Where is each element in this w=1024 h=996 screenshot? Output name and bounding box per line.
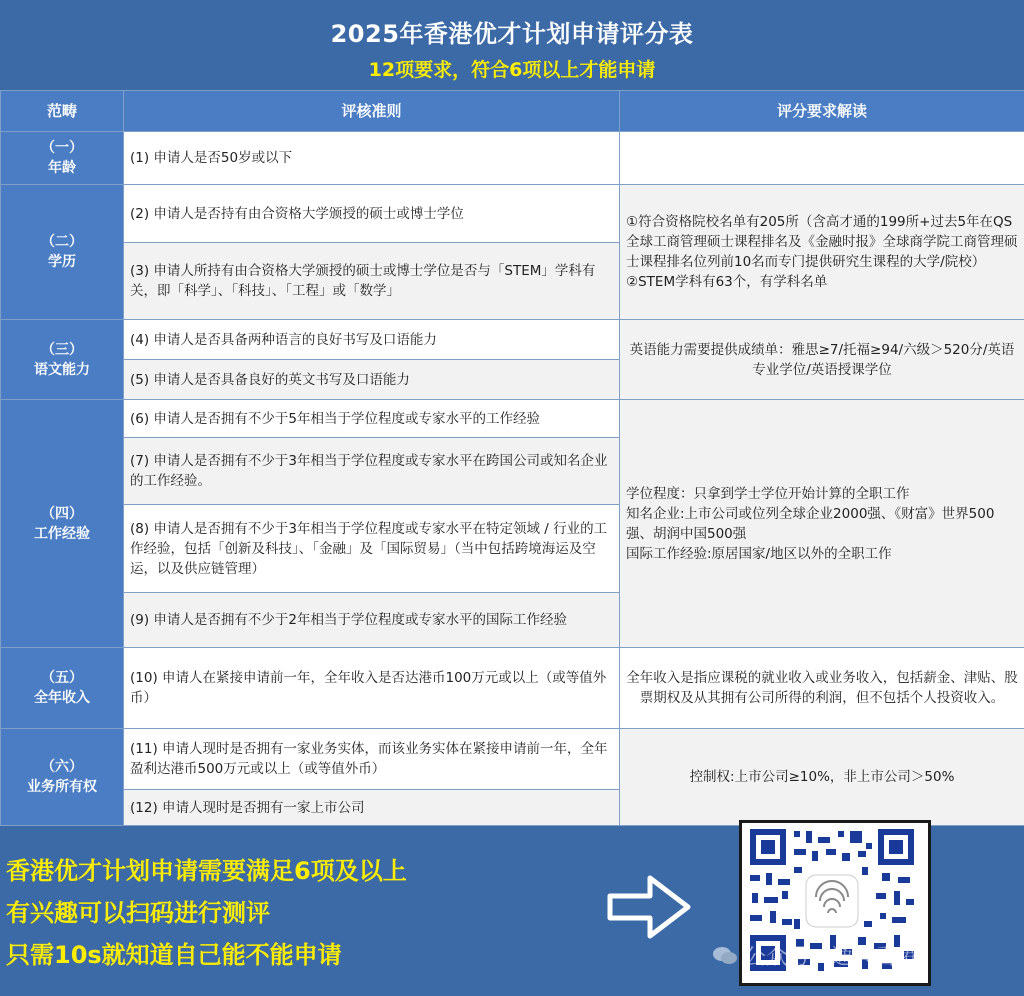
column-header: 评分要求解读 bbox=[620, 91, 1024, 132]
criterion-9: (9) 申请人是否拥有不少于2年相当于学位程度或专家水平的国际工作经验 bbox=[124, 593, 620, 648]
interpretation-income: 全年收入是指应课税的就业收入或业务收入，包括薪金、津贴、股票期权及从其拥有公司所得的利润，但不包括个人投资收入。 bbox=[620, 648, 1024, 729]
criterion-10: (10) 申请人在紧接申请前一年，全年收入是否达港币100万元或以上（或等值外币） bbox=[124, 648, 620, 729]
interpretation-language: 英语能力需要提供成绩单：雅思≥7/托福≥94/六级＞520分/英语专业学位/英语授课学位 bbox=[620, 320, 1024, 400]
column-header: 评核准则 bbox=[124, 91, 620, 132]
criterion-6: (6) 申请人是否拥有不少于5年相当于学位程度或专家水平的工作经验 bbox=[124, 400, 620, 438]
criterion-3: (3) 申请人所持有由合资格大学颁授的硕士或博士学位是否与「STEM」学科有关，即「科学」、「科技」、「工程」或「数学」 bbox=[124, 243, 620, 320]
header bbox=[0, 0, 1024, 90]
category-age: （一） 年龄 bbox=[1, 132, 124, 185]
criterion-1: (1) 申请人是否50岁或以下 bbox=[124, 132, 620, 185]
criterion-12: (12) 申请人现时是否拥有一家上市公司 bbox=[124, 790, 620, 826]
table-row bbox=[1, 729, 1024, 790]
table-row bbox=[1, 132, 1024, 185]
table-row bbox=[1, 400, 1024, 438]
criterion-4: (4) 申请人是否具备两种语言的良好书写及口语能力 bbox=[124, 320, 620, 360]
wechat-icon bbox=[712, 945, 738, 967]
page-subtitle: 12项要求，符合6项以上才能申请 bbox=[368, 59, 656, 81]
interpretation-age bbox=[620, 132, 1024, 185]
arrow-right-icon bbox=[606, 872, 692, 942]
table-row bbox=[1, 320, 1024, 360]
interpretation-work: 学位程度：只拿到学士学位开始计算的全职工作 知名企业:上市公司或位列全球企业2000强、《财富》世界500强、胡润中国500强 国际工作经验:原居国家/地区以外的全职工作 bbox=[620, 400, 1024, 648]
category-language: （三） 语文能力 bbox=[1, 320, 124, 400]
criterion-11: (11) 申请人现时是否拥有一家业务实体，而该业务实体在紧接申请前一年，全年盈利达港币500万元或以上（或等值外币） bbox=[124, 729, 620, 790]
table-header-row bbox=[1, 91, 1024, 132]
table-row bbox=[1, 185, 1024, 243]
criterion-5: (5) 申请人是否具备良好的英文书写及口语能力 bbox=[124, 360, 620, 400]
category-income: （五） 全年收入 bbox=[1, 648, 124, 729]
scoring-table bbox=[0, 90, 1024, 826]
category-education: （二） 学历 bbox=[1, 185, 124, 320]
column-header: 范畴 bbox=[1, 91, 124, 132]
page-title: 2025年香港优才计划申请评分表 bbox=[330, 20, 694, 48]
promo-text: 香港优才计划申请需要满足6项及以上 有兴趣可以扫码进行测评 只需10s就知道自己能不能申请 bbox=[6, 857, 407, 969]
criterion-8: (8) 申请人是否拥有不少于3年相当于学位程度或专家水平在特定领域 / 行业的工作经验，包括「创新及科技」、「金融」及「国际贸易」（当中包括跨境海运及空运，以及供应链管理） bbox=[124, 505, 620, 593]
interpretation-business: 控制权:上市公司≥10%，非上市公司＞50% bbox=[620, 729, 1024, 826]
watermark: 公众号 · 通向香港 bbox=[712, 940, 1012, 971]
criterion-7: (7) 申请人是否拥有不少于3年相当于学位程度或专家水平在跨国公司或知名企业的工作经验。 bbox=[124, 438, 620, 505]
criterion-2: (2) 申请人是否持有由合资格大学颁授的硕士或博士学位 bbox=[124, 185, 620, 243]
category-business: （六） 业务所有权 bbox=[1, 729, 124, 826]
table-row bbox=[1, 648, 1024, 729]
interpretation-education: ①符合资格院校名单有205所（含高才通的199所+过去5年在QS全球工商管理硕士课程排名及《金融时报》全球商学院工商管理硕士课程排名位列前10名而专门提供研究生课程的大学/院校） ②STEM学科有63个，有学科名单 bbox=[620, 185, 1024, 320]
category-work: （四） 工作经验 bbox=[1, 400, 124, 648]
